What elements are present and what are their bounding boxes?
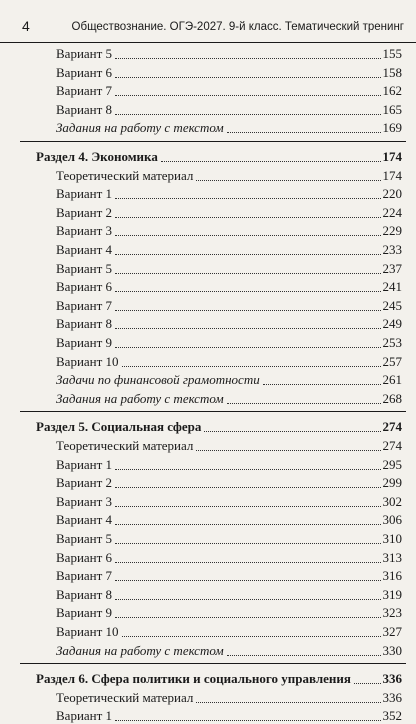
- toc-entry: [56, 81, 402, 99]
- toc-entry-page: 336: [382, 689, 402, 705]
- dot-leader: [115, 346, 380, 348]
- toc-entry: [56, 389, 402, 407]
- dot-leader: [115, 523, 380, 525]
- toc-entry-label: Теоретический материал: [56, 438, 194, 453]
- toc-entry-label: Вариант 4: [56, 512, 113, 528]
- toc-entry: [56, 566, 402, 584]
- dot-leader: [115, 468, 380, 470]
- dot-leader: [227, 654, 381, 656]
- toc-entry-label: Вариант 10: [56, 624, 119, 639]
- toc-entry-label: Теоретический материал: [56, 689, 194, 705]
- toc-entry-page: 299: [382, 475, 402, 491]
- toc-entry-label: Вариант 2: [56, 475, 113, 491]
- toc-entry-page: 229: [382, 223, 402, 239]
- toc-entry: [56, 436, 402, 454]
- dot-leader: [196, 449, 380, 451]
- toc-entry-label: Вариант 7: [56, 83, 113, 99]
- toc-entry-label: Задания на работу с текстом: [56, 120, 224, 136]
- section-divider: [20, 411, 406, 412]
- dot-leader: [115, 542, 380, 544]
- toc-entry-page: 253: [382, 335, 402, 350]
- toc-entry-label: Вариант 9: [56, 335, 113, 350]
- toc-entry-label: Вариант 6: [56, 279, 113, 295]
- toc-entry-label: Вариант 5: [56, 531, 113, 546]
- dot-leader: [115, 216, 380, 218]
- dot-leader: [115, 57, 380, 59]
- toc-entry-label: Вариант 7: [56, 568, 113, 584]
- toc-entry-label: Вариант 5: [56, 46, 113, 61]
- dot-leader: [196, 701, 380, 703]
- dot-leader: [204, 430, 380, 432]
- toc-entry: [56, 603, 402, 621]
- dot-leader: [115, 234, 380, 236]
- toc-entry: [56, 277, 402, 295]
- toc-entry-label: Вариант 8: [56, 316, 113, 332]
- dot-leader: [227, 402, 381, 404]
- toc-entry-label: Вариант 8: [56, 101, 113, 117]
- toc-entry-page: 162: [382, 83, 402, 99]
- toc-entry: [56, 259, 402, 277]
- dot-leader: [161, 160, 381, 162]
- toc-entry-page: 327: [382, 624, 402, 639]
- toc-entry-label: Вариант 1: [56, 708, 113, 724]
- toc-entry: [56, 240, 402, 258]
- toc-entry-label: Вариант 8: [56, 586, 113, 602]
- section-divider: [20, 663, 406, 664]
- toc-entry: [56, 100, 402, 118]
- toc-entry-label: Вариант 4: [56, 242, 113, 257]
- toc-entry-page: 330: [382, 642, 402, 658]
- toc-entry: [56, 333, 402, 351]
- dot-leader: [115, 719, 380, 721]
- dot-leader: [354, 682, 381, 684]
- toc-entry: [56, 118, 402, 136]
- toc-entry: [56, 688, 402, 706]
- toc-entry: [56, 473, 402, 491]
- toc-entry: [56, 548, 402, 566]
- dot-leader: [115, 616, 380, 618]
- toc-entry-label: Вариант 7: [56, 297, 113, 313]
- toc-entry-page: 233: [382, 242, 402, 257]
- toc-entry-label: Задания на работу с текстом: [56, 642, 224, 658]
- toc-entry: [56, 166, 402, 184]
- toc-entry-label: Задания на работу с текстом: [56, 390, 224, 406]
- running-title: Обществознание. ОГЭ-2027. 9-й класс. Тематический тренинг: [71, 21, 404, 33]
- toc-entry: [56, 622, 402, 640]
- dot-leader: [115, 309, 380, 311]
- dot-leader: [115, 579, 380, 581]
- toc-entry: [56, 455, 402, 473]
- toc-entry-page: 241: [382, 279, 402, 295]
- toc-entry-page: 165: [382, 101, 402, 117]
- toc-entry-page: 316: [382, 568, 402, 584]
- toc-entry-label: Задачи по финансовой грамотности: [56, 372, 260, 388]
- dot-leader: [122, 365, 381, 367]
- toc-entry-page: 174: [382, 167, 402, 183]
- toc-entry: [56, 63, 402, 81]
- dot-leader: [115, 197, 380, 199]
- dot-leader: [115, 290, 380, 292]
- toc-entry-label: Вариант 3: [56, 493, 113, 509]
- toc-entry-page: 295: [382, 456, 402, 472]
- toc-entry: [56, 510, 402, 528]
- toc-entry: [56, 706, 402, 724]
- toc-entry-page: 257: [382, 353, 402, 369]
- toc-entry-page: 268: [382, 390, 402, 406]
- toc-entry-page: 306: [382, 512, 402, 528]
- toc-entry-label: Раздел 6. Сфера политики и социального управления: [36, 671, 351, 687]
- toc-entry-page: 169: [382, 120, 402, 136]
- toc-entry-label: Раздел 4. Экономика: [36, 149, 158, 164]
- toc-entry: [56, 184, 402, 202]
- toc-entry-page: 224: [382, 204, 402, 220]
- toc-entry-page: 313: [382, 549, 402, 565]
- toc-entry-page: 158: [382, 64, 402, 80]
- toc-entry: [56, 296, 402, 314]
- toc-entry-page: 310: [382, 531, 402, 546]
- toc-entry-page: 249: [382, 316, 402, 332]
- dot-leader: [115, 486, 380, 488]
- toc-entry: [56, 314, 402, 332]
- toc-entry-label: Вариант 9: [56, 605, 113, 621]
- toc-entry-label: Вариант 5: [56, 260, 113, 276]
- toc-entry-page: 352: [382, 708, 402, 724]
- toc-entry-page: 245: [382, 297, 402, 313]
- toc-entry: [56, 370, 402, 388]
- toc-entry: [56, 641, 402, 659]
- dot-leader: [122, 635, 381, 637]
- toc-entry: [56, 352, 402, 370]
- toc-entry-page: 261: [382, 372, 402, 388]
- toc-entry-label: Вариант 6: [56, 64, 113, 80]
- page-number: 4: [22, 18, 30, 34]
- toc-entry: [56, 585, 402, 603]
- dot-leader: [196, 179, 380, 181]
- toc-entry: [56, 44, 402, 62]
- toc-entry-page: 237: [382, 260, 402, 276]
- dot-leader: [115, 253, 380, 255]
- toc-entry-label: Теоретический материал: [56, 167, 194, 183]
- dot-leader: [115, 76, 380, 78]
- toc-section-entry: [36, 147, 402, 165]
- toc-entry-label: Вариант 1: [56, 186, 113, 202]
- toc-entry-label: Вариант 10: [56, 353, 119, 369]
- toc-entry-label: Вариант 3: [56, 223, 113, 239]
- page-header: [0, 0, 416, 43]
- dot-leader: [227, 131, 381, 133]
- toc-entry-page: 274: [382, 438, 402, 453]
- dot-leader: [115, 561, 380, 563]
- toc-entry: [56, 221, 402, 239]
- section-divider: [20, 141, 406, 142]
- toc-entry-page: 336: [382, 671, 402, 687]
- toc-entry-page: 302: [382, 493, 402, 509]
- toc-entry-page: 174: [382, 149, 402, 164]
- dot-leader: [263, 383, 381, 385]
- dot-leader: [115, 598, 380, 600]
- toc-section-entry: [36, 417, 402, 435]
- toc-entry-page: 323: [382, 605, 402, 621]
- toc-entry-page: 319: [382, 586, 402, 602]
- toc-entry-page: 155: [382, 46, 402, 61]
- dot-leader: [115, 113, 380, 115]
- toc-entry-label: Вариант 1: [56, 456, 113, 472]
- dot-leader: [115, 272, 380, 274]
- dot-leader: [115, 505, 380, 507]
- toc-entry-label: Вариант 2: [56, 204, 113, 220]
- toc-entry-page: 220: [382, 186, 402, 202]
- toc-entry: [56, 492, 402, 510]
- toc-entry-page: 274: [382, 419, 402, 435]
- dot-leader: [115, 94, 380, 96]
- toc-entry: [56, 529, 402, 547]
- toc-entry: [56, 203, 402, 221]
- toc-section-entry: [36, 669, 402, 687]
- toc-entry-label: Раздел 5. Социальная сфера: [36, 419, 202, 435]
- dot-leader: [115, 327, 380, 329]
- toc-entry-label: Вариант 6: [56, 549, 113, 565]
